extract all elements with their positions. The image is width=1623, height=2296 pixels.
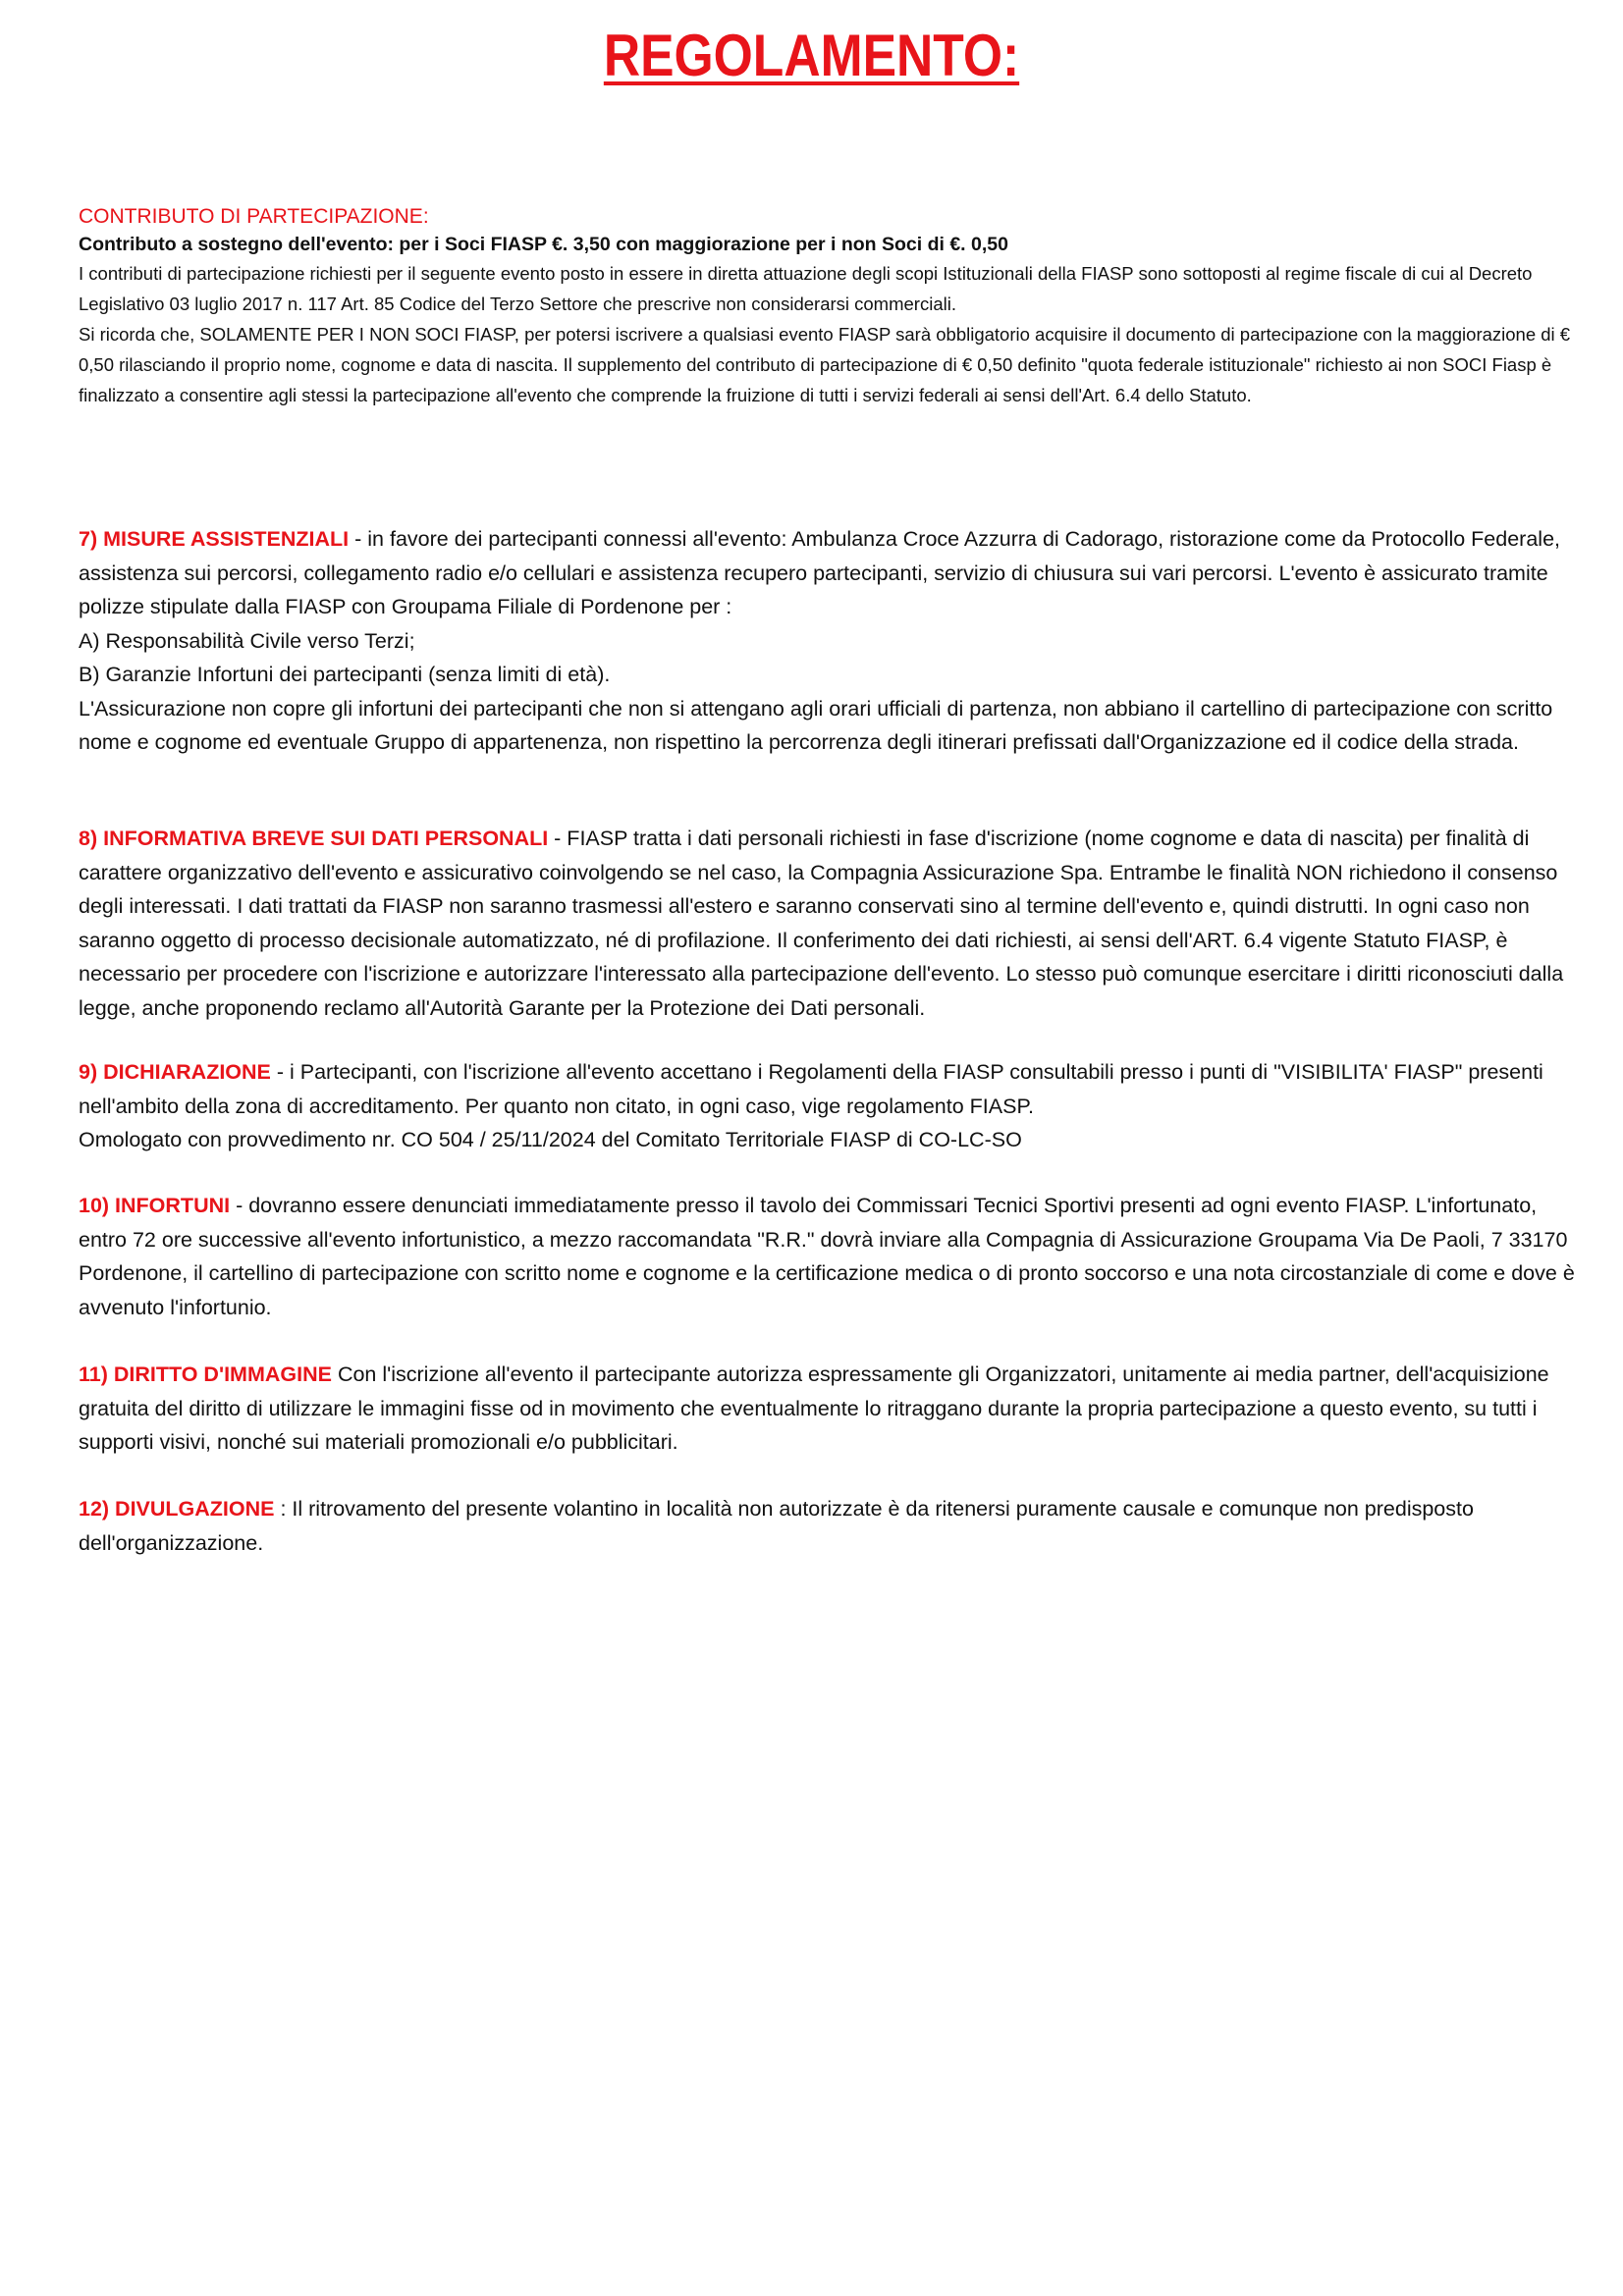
s8-text: - FIASP tratta i dati personali richiesti in fase d'iscrizione (nome cognome e data di nascita) per finalità di carattere organizzativo dell'evento e assicurativo coinvolgendo se nel caso, la Compagnia Assicurazione Spa. Entrambe le finalità NON richiedono il consenso degli interessati. I dati trattati da FIASP non saranno trasmessi all'estero e saranno conservati sino al termine dell'evento e, quindi distrutti. In ogni caso non saranno oggetto di processo decisionale automatizzato, né di profilazione. Il conferimento dei dati richiesti, ai sensi dell'ART. 6.4 vigente Statuto FIASP, è necessario per procedere con l'iscrizione e autorizzare l'interessato alla partecipazione dell'evento. Lo stesso può comunque esercitare i diritti riconosciuti dalla legge, anche proponendo reclamo all'Autorità Garante per la Protezione dei Dati personali. <box>79 827 1564 1020</box>
section-informativa-dati <box>79 822 1591 1025</box>
section-misure-assistenziali <box>79 522 1591 760</box>
s8-heading: 8) INFORMATIVA BREVE SUI DATI PERSONALI <box>79 827 549 850</box>
s7-paragraph <box>79 522 1591 624</box>
s9-paragraph <box>79 1055 1591 1123</box>
section-infortuni <box>79 1189 1591 1324</box>
s12-paragraph <box>79 1492 1591 1560</box>
contributo-paragraph-1: I contributi di partecipazione richiesti per il seguente evento posto in essere in diretta attuazione degli scopi Istituzionali della FIASP sono sottoposti al regime fiscale di cui al Decreto Legislativo 03 luglio 2017 n. 117 Art. 85 Codice del Terzo Settore che prescrive non considerarsi commerciali. <box>79 263 1533 314</box>
contributo-subheading: Contributo a sostegno dell'evento: per i Soci FIASP €. 3,50 con maggiorazione per i non Soci di €. 0,50 <box>79 234 1008 255</box>
s10-paragraph <box>79 1189 1591 1324</box>
s10-text: - dovranno essere denunciati immediatamente presso il tavolo dei Commissari Tecnici Sportivi presenti ad ogni evento FIASP. L'infortunato, entro 72 ore successive all'evento infortunistico, a mezzo raccomandata "R.R." dovrà inviare alla Compagnia di Assicurazione Groupama Via De Paoli, 7 33170 Pordenone, il cartellino di partecipazione con scritto nome e cognome e la certificazione medica o di pronto soccorso e una nota circostanziale di come e dove è avvenuto l'infortunio. <box>79 1194 1575 1319</box>
s7-text-2: L'Assicurazione non copre gli infortuni dei partecipanti che non si attengano agli orari ufficiali di partenza, non abbiano il cartellino di partecipazione con scritto nome e cognome ed eventuale Gruppo di appartenenza, non rispettino la percorrenza degli itinerari prefissati dall'Organizzazione ed il codice della strada. <box>79 696 1553 754</box>
s7-heading: 7) MISURE ASSISTENZIALI <box>79 527 350 551</box>
section-diritto-immagine <box>79 1358 1591 1460</box>
s11-paragraph <box>79 1358 1591 1460</box>
s9-heading: 9) DICHIARAZIONE <box>79 1060 271 1084</box>
contributo-heading: CONTRIBUTO DI PARTECIPAZIONE <box>79 205 423 228</box>
s12-heading: 12) DIVULGAZIONE <box>79 1497 275 1521</box>
page-title: REGOLAMENTO: <box>603 23 1020 88</box>
section-divulgazione <box>79 1492 1591 1560</box>
s10-heading: 10) INFORTUNI <box>79 1194 231 1217</box>
s9-text: - i Partecipanti, con l'iscrizione all'evento accettano i Regolamenti della FIASP consultabili presso i punti di "VISIBILITA' FIASP" presenti nell'ambito della zona di accreditamento. Per quanto non citato, in ogni caso, vige regolamento FIASP. <box>79 1060 1543 1118</box>
s11-text: Con l'iscrizione all'evento il partecipante autorizza espressamente gli Organizzatori, unitamente ai media partner, dell'acquisizione gratuita del diritto di utilizzare le immagini fisse od in movimento che eventualmente lo ritraggano durante la propria partecipazione a questo evento, su tutti i supporti visivi, nonché sui materiali promozionali e/o pubblicitari. <box>79 1362 1549 1454</box>
contributo-heading-line <box>79 202 1591 232</box>
contributo-section <box>79 202 1591 410</box>
s7-line-a: A) Responsabilità Civile verso Terzi; <box>79 628 415 653</box>
section-dichiarazione <box>79 1055 1591 1157</box>
s8-paragraph <box>79 822 1591 1025</box>
s7-text: - in favore dei partecipanti connessi all'evento: Ambulanza Croce Azzurra di Cadorago, ristorazione come da Protocollo Federale, assistenza sui percorsi, collegamento radio e/o cellulari e assistenza recupero partecipanti, servizio di chiusura sui vari percorsi. L'evento è assicurato tramite polizze stipulate dalla FIASP con Groupama Filiale di Pordenone per : <box>79 527 1561 618</box>
contributo-paragraph-2: Si ricorda che, SOLAMENTE PER I NON SOCI FIASP, per potersi iscrivere a qualsiasi evento FIASP sarà obbligatorio acquisire il documento di partecipazione con la maggiorazione di € 0,50 rilasciando il proprio nome, cognome e data di nascita. Il supplemento del contributo di partecipazione di € 0,50 definito "quota federale istituzionale" richiesto ai non SOCI Fiasp è finalizzato a consentire agli stessi la partecipazione all'evento che comprende la fruizione di tutti i servizi federali ai sensi dell'Art. 6.4 dello Statuto. <box>79 324 1571 405</box>
contributo-heading-colon: : <box>422 205 429 228</box>
s11-heading: 11) DIRITTO D'IMMAGINE <box>79 1362 332 1386</box>
s12-text: : Il ritrovamento del presente volantino in località non autorizzate è da ritenersi puramente causale e comunque non predisposto dell'organizzazione. <box>79 1497 1474 1555</box>
s7-line-b: B) Garanzie Infortuni dei partecipanti (senza limiti di età). <box>79 663 611 686</box>
s9-omologazione: Omologato con provvedimento nr. CO 504 / 25/11/2024 del Comitato Territoriale FIASP di CO-LC-SO <box>79 1128 1022 1151</box>
